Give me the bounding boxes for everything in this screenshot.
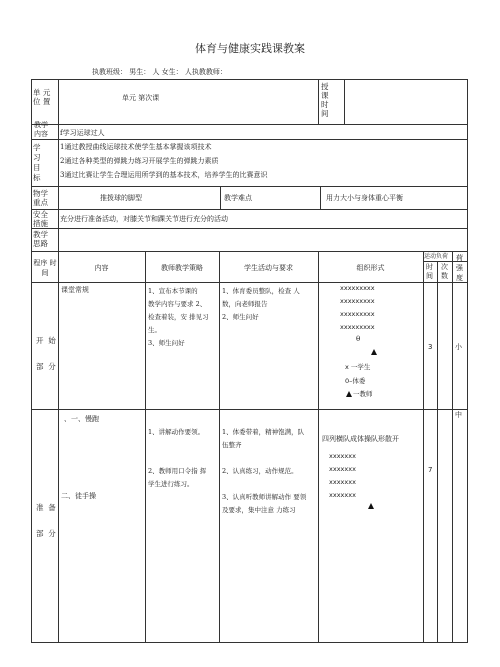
key-label: 物学 重点 <box>33 189 48 207</box>
teacher-triangle-icon <box>371 349 377 355</box>
row2-content-exercise: 二、徒手操 <box>61 492 96 500</box>
goals-label: 学 习 目 标 <box>33 143 41 182</box>
header-content: 内容 <box>94 264 109 272</box>
row1-content: 课堂常规 <box>61 286 89 294</box>
teacher-triangle-icon <box>368 503 374 509</box>
stage-start: 开 始 部 分 <box>36 336 56 371</box>
thinking-label: 教学 思路 <box>33 230 48 248</box>
goal-item-1: 1通过教授曲线运球技术使学生基本掌握该项技术 <box>60 143 212 151</box>
header-strategy: 教师教学策略 <box>161 264 203 272</box>
row2-intensity: 中 <box>455 411 462 419</box>
row1-strategy: 1、宣布本节课的 教学内容与要求 2、 检查着装，安 排见习 生。 3、师生问好 <box>148 287 209 347</box>
formation-row: xxxxxxx <box>329 465 356 473</box>
formation-row: xxxxxxxxx <box>340 284 375 292</box>
legend-teacher-icon <box>346 391 352 397</box>
header-time: 时 间 <box>426 263 433 280</box>
row2-formation <box>329 450 356 502</box>
row1-intensity: 小 <box>455 343 462 351</box>
goal-item-3: 3通过比赛让学生合理运用所学到的基本技术，培养学生的比赛意识 <box>60 171 268 179</box>
page-title: 体育与健康实践课教案 <box>195 42 305 55</box>
header-activity: 学生活动与要求 <box>244 264 293 272</box>
header-load: 运动负荷 <box>424 253 449 260</box>
row1-formation <box>340 282 375 334</box>
header-organization: 组织形式 <box>356 264 385 272</box>
formation-row: xxxxxxxxx <box>340 297 375 305</box>
content-value: f学习运球过人 <box>60 129 105 137</box>
stage-prep: 准 备 部 分 <box>36 503 56 538</box>
legend-teacher: 一教师 <box>353 390 373 398</box>
row1-activity: 1、体育委员整队，检查 人 数，向老师报告 2、师生问好 <box>222 287 300 321</box>
content-label: 教学 内容 <box>34 121 48 138</box>
row2-content-run: 、一、慢跑 <box>64 415 99 423</box>
header-times: 次 数 <box>441 263 448 280</box>
row2-time: 7 <box>428 466 433 474</box>
legend-student: x 一学生 <box>345 363 371 371</box>
difficulty-value: 用力大小与身体重心平衡 <box>326 194 403 202</box>
header-info: 执教班级： 男生： 人 女生： 人执教教师： <box>92 68 227 76</box>
unit-value: 单元 第次课 <box>122 94 160 102</box>
formation-row: xxxxxxx <box>329 478 356 486</box>
formation-row: xxxxxxxxx <box>340 323 375 331</box>
formation-row: xxxxxxx <box>329 491 356 499</box>
unit-label: 单 元 位 置 <box>33 88 51 106</box>
formation-row: xxxxxxx <box>329 452 356 460</box>
monitor-mark: θ <box>356 335 361 343</box>
difficulty-label: 教学难点 <box>224 194 252 202</box>
lesson-time-label: 授 课 时 间 <box>321 82 329 118</box>
formation-row: xxxxxxxxx <box>340 310 375 318</box>
header-procedure: 程序 时 间 <box>33 259 57 277</box>
row2-activity: 1、体委带着，精神饱满，队 伍整齐 2、认真练习，动作规范。 3、认真听教师讲解动作 要领 及要求，集中注意 力练习 <box>222 428 307 514</box>
row2-strategy: 1、讲解动作要领。 2、教师用口令指 挥 学生进行练习。 <box>148 428 207 488</box>
key-value: 推拨球的脚型 <box>100 194 142 202</box>
row2-org-title: 四列横队成体操队形散开 <box>322 435 399 443</box>
goal-item-2: 2通过各种类型的弹跳力练习开展学生的弹跳力素质 <box>60 157 219 165</box>
safety-label: 安全 措施 <box>33 210 48 228</box>
legend-monitor: 0–体委 <box>345 377 366 385</box>
row1-time: 3 <box>428 343 433 351</box>
safety-value: 充分进行准备活动，对膝关节和踝关节进行充分的活动 <box>60 215 228 223</box>
header-intensity: 荷 强 度 <box>456 254 463 282</box>
